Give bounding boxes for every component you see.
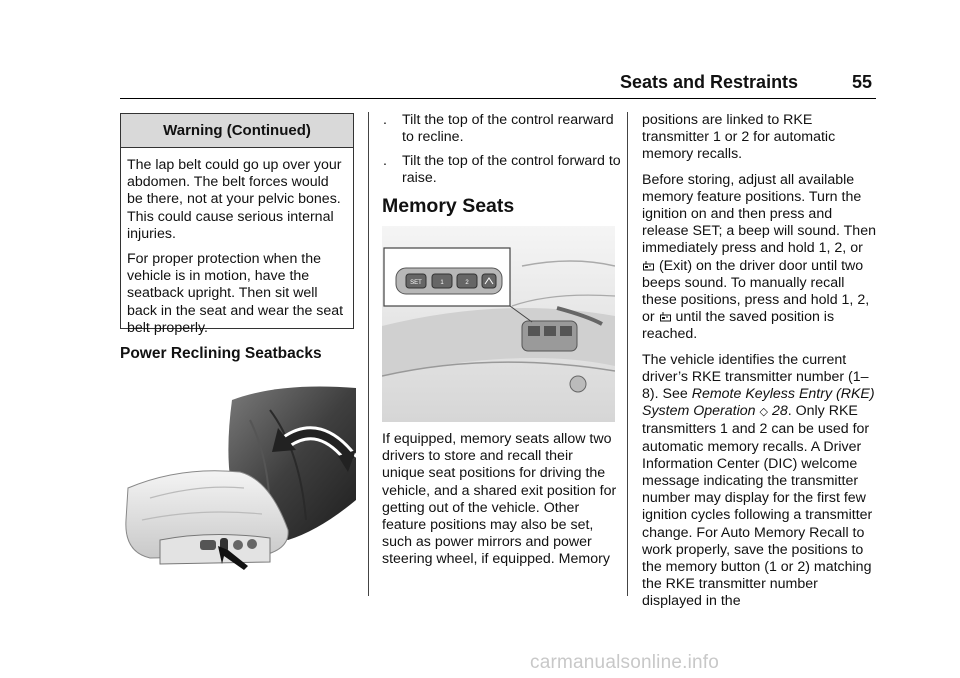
warning-paragraph-2: For proper protection when the vehicle is in motion, have the seatback upright. Then sit well back in the seat and wear the seat belt properly.	[127, 251, 344, 336]
warning-heading: Warning (Continued)	[121, 114, 353, 148]
storing-paragraph	[642, 172, 878, 344]
bullet-marker: .	[383, 153, 387, 169]
header-rule	[120, 98, 876, 99]
bullet-item-recline	[383, 112, 623, 152]
footer-watermark[interactable]: carmanualsonline.info	[530, 652, 720, 673]
memory-link-paragraph: positions are linked to RKE transmitter 1 or 2 for automatic memory recalls.	[642, 112, 836, 163]
seat-recline-illustration	[120, 380, 356, 572]
bullet-text-recline: Tilt the top of the control rearward to recline.	[402, 112, 614, 146]
transmitter-text-b: . Only RKE transmitters 1 and 2 can be used for automatic memory recalls. A Driver Information Center (DIC) welcome message indicating the transmitter number may display for the first few ignition cycles following a transmitter change. For Auto Memory Recall to work properly, save the positions to the memory button (1 or 2) matching the RKE transmitter number displayed in the	[642, 403, 873, 610]
memory-seat-door-illustration	[382, 226, 615, 422]
storing-text-a: Before storing, adjust all available memory feature positions. Turn the ignition on and then press and release SET; a beep will sound. Then immediately press and hold 1, 2, or	[642, 171, 876, 257]
rke-reference-page[interactable]: 28	[771, 403, 788, 420]
rke-cross-reference-link[interactable]: Remote Keyless Entry (RKE) System Operation	[642, 386, 875, 420]
storing-text-b: (Exit) on the driver door until two beeps sound. To manually recall these positions, press and hold 1, 2, or	[642, 257, 870, 326]
warning-box	[120, 113, 354, 336]
storing-text-c: until the saved position is reached.	[642, 309, 835, 343]
page-number: 55	[852, 72, 873, 92]
page-header-title: Seats and Restraints	[620, 72, 799, 92]
memory-set-button-label: SET	[410, 280, 422, 286]
exit-seat-icon	[643, 261, 654, 271]
memory-2-button-label: 2	[465, 280, 469, 286]
transmitter-text-a: The vehicle identifies the current driver’s RKE transmitter number (1–8). See	[642, 351, 869, 403]
power-reclining-heading: Power Reclining Seatbacks	[120, 345, 322, 362]
transmitter-paragraph	[642, 352, 878, 611]
column-divider-1	[368, 112, 369, 596]
warning-paragraph-1: The lap belt could go up over your abdomen. The belt forces would be there, not at your pelvic bones. This could cause serious internal injuries.	[127, 157, 342, 242]
bullet-marker: .	[383, 112, 387, 128]
diamond-ref-icon: ◇	[759, 406, 768, 419]
memory-seats-intro: If equipped, memory seats allow two drivers to store and recall their unique seat positions for driving the vehicle, and a shared exit position for getting out of the vehicle. Other feature positions may also be set, such as power mirrors and power steering wheel, if equipped. Memory	[382, 431, 617, 568]
memory-1-button-label: 1	[440, 280, 444, 286]
bullet-text-raise: Tilt the top of the control forward to raise.	[402, 153, 621, 187]
bullet-item-raise	[383, 153, 623, 193]
exit-seat-icon	[660, 312, 671, 322]
right-column	[642, 112, 878, 619]
memory-seats-heading: Memory Seats	[382, 195, 515, 217]
column-divider-2	[627, 112, 628, 596]
